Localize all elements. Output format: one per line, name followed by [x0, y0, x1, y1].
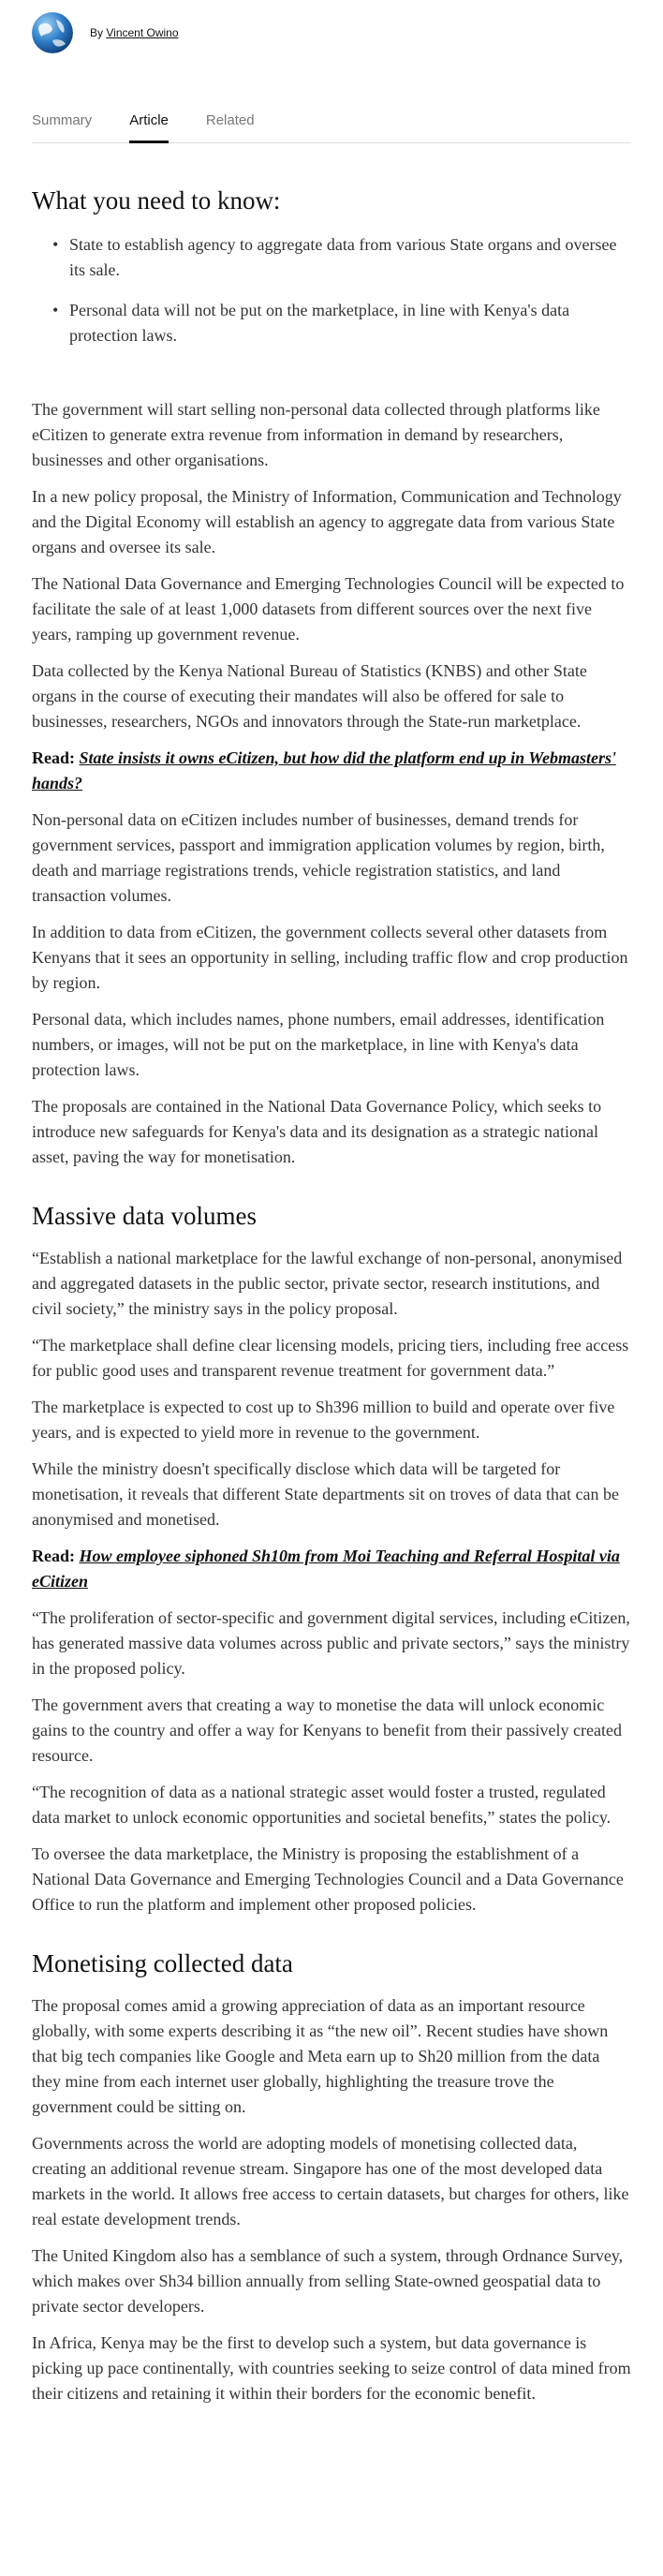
body-paragraph: To oversee the data marketplace, the Ministry is proposing the establishment of a National Data Governance and Emerging Technologies Council and a Data Governance Office to run the platform and implement other proposed policies.: [32, 1844, 624, 1914]
body-paragraph: The marketplace is expected to cost up to Sh396 million to build and operate over five years, and is expected to yield more in revenue to the government.: [32, 1398, 615, 1442]
body-paragraph: The proposal comes amid a growing appreciation of data as an important resource globally, with some experts describing it as “the new oil”. Recent studies have shown that big tech companies like Google and Meta earn up to Sh20 million from the data they mine from each internet user globally, highlighting the treasure trove the government could be sitting on.: [32, 1996, 609, 2116]
body-paragraph: In a new policy proposal, the Ministry of Information, Communication and Technology and the Digital Economy will establish an agency to aggregate data from various State organs and oversee its sale.: [32, 487, 622, 556]
know-title: What you need to know:: [32, 186, 281, 215]
know-bullet: • Personal data will not be put on the marketplace, in line with Kenya's data protection laws.: [52, 298, 631, 348]
author-row: [32, 0, 631, 66]
read-link-ecitizen-webmasters[interactable]: State insists it owns eCitizen, but how did the platform end up in Webmasters' hands?: [32, 748, 616, 792]
body-paragraph: The National Data Governance and Emerging Technologies Council will be expected to facilitate the sale of at least 1,000 datasets from different sources over the next five years, ramping up government revenue.: [32, 574, 625, 644]
section-heading: Monetising collected data: [32, 1949, 293, 1977]
know-list: [32, 232, 631, 348]
body-paragraph: “The recognition of data as a national strategic asset would foster a trusted, regulated data market to unlock economic opportunities and societal benefits,” states the policy.: [32, 1783, 611, 1827]
body-paragraph: “The proliferation of sector-specific and government digital services, including eCitizen, has generated massive data volumes across public and private sectors,” says the ministry in the proposed policy.: [32, 1608, 630, 1678]
section-heading: Massive data volumes: [32, 1202, 257, 1230]
article-body: [32, 397, 631, 2406]
read-link-moi-hospital[interactable]: How employee siphoned Sh10m from Moi Teaching and Referral Hospital via eCitizen: [32, 1547, 620, 1591]
body-paragraph: Governments across the world are adopting models of monetising collected data, creating an additional revenue stream. Singapore has one of the most developed data markets in the world. It allows free access to certain datasets, but charges for others, like real estate development trends.: [32, 2134, 629, 2228]
tab-article[interactable]: Article: [129, 112, 169, 135]
article-tabs: [32, 112, 631, 143]
read-label: Read:: [32, 1547, 75, 1565]
read-label: Read:: [32, 748, 75, 767]
read-also: [32, 1544, 631, 1594]
body-paragraph: In addition to data from eCitizen, the government collects several other datasets from Kenyans that it sees an opportunity in selling, including traffic flow and crop production by region.: [32, 923, 628, 992]
read-also: [32, 746, 631, 796]
body-paragraph: The government will start selling non-personal data collected through platforms like eCitizen to generate extra revenue from information in demand by researchers, businesses and other organisations.: [32, 400, 600, 469]
byline: [90, 26, 179, 39]
body-paragraph: Non-personal data on eCitizen includes number of businesses, demand trends for government services, passport and immigration application volumes by region, birth, death and marriage registrations trends, vehicle registration statistics, and land transaction volumes.: [32, 810, 605, 905]
body-paragraph: The government avers that creating a way to monetise the data will unlock economic gains to the country and offer a way for Kenyans to benefit from their passively created resource.: [32, 1695, 622, 1765]
body-paragraph: While the ministry doesn't specifically disclose which data will be targeted for monetisation, it reveals that different State departments sit on troves of data that can be anonymised and monetised.: [32, 1459, 619, 1529]
know-bullet: • State to establish agency to aggregate data from various State organs and oversee its sale.: [52, 232, 631, 283]
author-link[interactable]: Vincent Owino: [106, 26, 179, 39]
tab-related[interactable]: Related: [205, 112, 255, 128]
body-paragraph: The proposals are contained in the National Data Governance Policy, which seeks to introduce new safeguards for Kenya's data and its designation as a strategic national asset, paving the way for monetisation.: [32, 1097, 602, 1166]
body-paragraph: Personal data, which includes names, phone numbers, email addresses, identification numbers, or images, will not be put on the marketplace, in line with Kenya's data protection laws.: [32, 1010, 605, 1079]
body-paragraph: Data collected by the Kenya National Bureau of Statistics (KNBS) and other State organs in the course of executing their mandates will also be offered for sale to businesses, researchers, NGOs and innovators through the State-run marketplace.: [32, 661, 587, 731]
body-paragraph: The United Kingdom also has a semblance of such a system, through Ordnance Survey, which makes over Sh34 billion annually from selling State-owned geospatial data to private sector developers.: [32, 2246, 624, 2316]
body-paragraph: “The marketplace shall define clear licensing models, pricing tiers, including free access for public good uses and transparent revenue treatment for government data.”: [32, 1336, 629, 1380]
byline-prefix: By: [90, 26, 104, 39]
body-paragraph: “Establish a national marketplace for the lawful exchange of non-personal, anonymised and aggregated datasets in the public sector, private sector, research institutions, and civil society,” the ministry says in the policy proposal.: [32, 1249, 623, 1318]
body-paragraph: In Africa, Kenya may be the first to develop such a system, but data governance is picking up pace continentally, with countries seeking to seize control of data mined from their citizens and retaining it within their borders for the economic benefit.: [32, 2333, 631, 2403]
tab-summary[interactable]: Summary: [32, 112, 93, 128]
globe-icon: [32, 12, 73, 53]
